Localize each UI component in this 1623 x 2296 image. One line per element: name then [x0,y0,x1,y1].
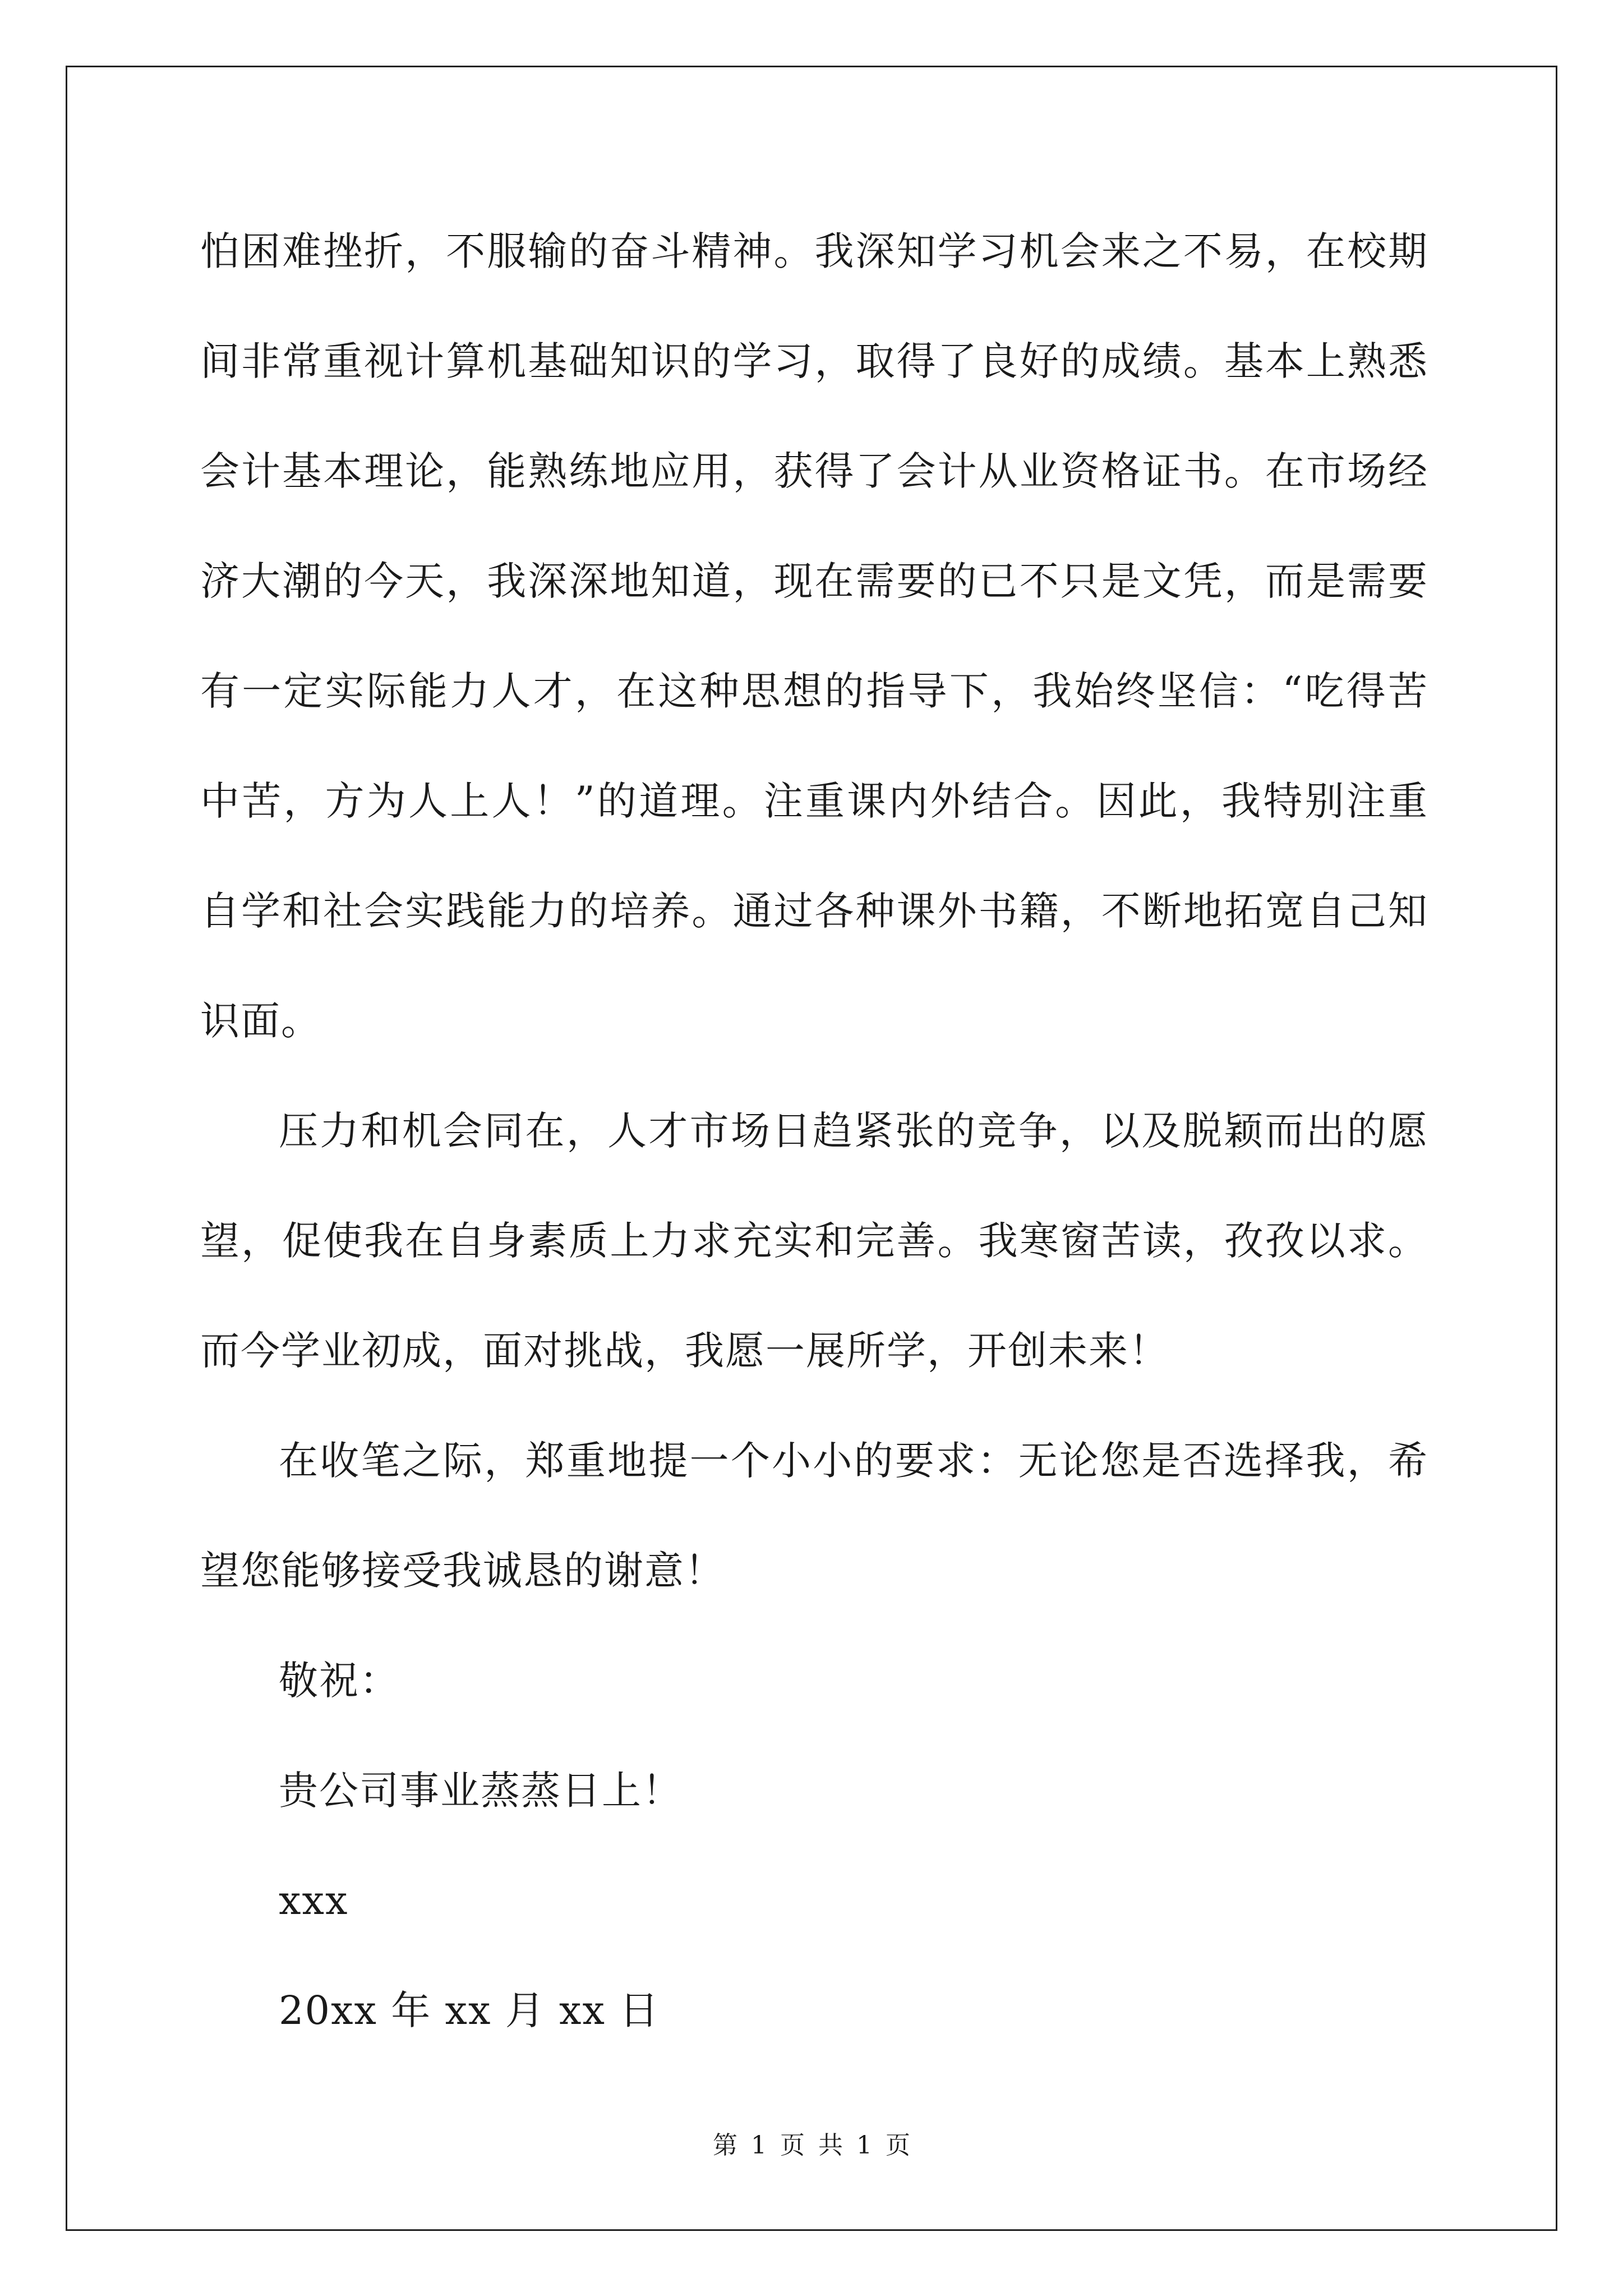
letter-body [200,196,1428,2065]
closing-wish: 贵公司事业蒸蒸日上！ [279,1768,683,1814]
paragraph-request: 在收笔之际，郑重地提一个小小的要求：无论您是否选择我，希望您能够接受我诚恳的谢意！ [200,1438,1428,1594]
date-line: 20xx 年 xx 月 xx 日 [279,1987,660,2033]
signature: xxx [279,1878,349,1924]
closing-salutation: 敬祝： [279,1658,400,1704]
paragraph-study: 怕困难挫折，不服输的奋斗精神。我深知学习机会来之不易，在校期间非常重视计算机基础知识的学习，取得了良好的成绩。基本上熟悉会计基本理论，能熟练地应用，获得了会计从业资格证书。在市场经济大潮的今天，我深深地知道，现在需要的已不只是文凭，而是需要有一定实际能力人才，在这种思想的指导下，我始终坚信：“吃得苦中苦，方为人上人！”的道理。注重课内外结合。因此，我特别注重自学和社会实践能力的培养。通过各种课外书籍，不断地拓宽自己知识面。 [200,228,1428,1044]
paragraph-pressure: 压力和机会同在，人才市场日趋紧张的竞争，以及脱颖而出的愿望，促使我在自身素质上力求充实和完善。我寒窗苦读，孜孜以求。而今学业初成，面对挑战，我愿一展所学，开创未来！ [200,1108,1428,1374]
page-number-footer: 第 1 页 共 1 页 [713,2131,910,2160]
